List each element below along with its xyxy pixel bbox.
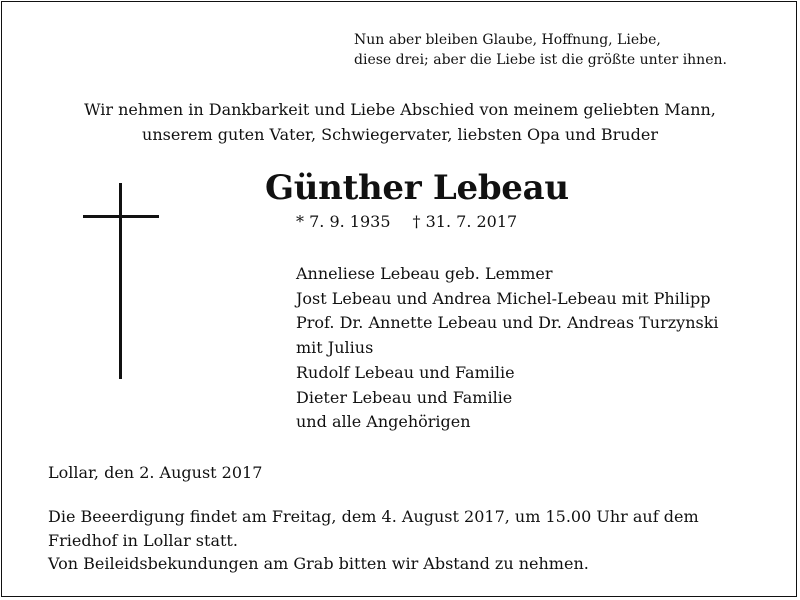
life-dates: [296, 211, 517, 233]
mourner-line: Prof. Dr. Annette Lebeau und Dr. Andreas Turzynski: [296, 313, 719, 333]
intro-line: unserem guten Vater, Schwiegervater, liebsten Opa und Bruder: [142, 125, 658, 144]
cross-horizontal-bar: [83, 215, 159, 218]
notice-line: Die Beeerdigung findet am Freitag, dem 4. August 2017, um 15.00 Uhr auf dem: [48, 507, 699, 526]
notice-line: Von Beileidsbekundungen am Grab bitten wir Abstand zu nehmen.: [48, 554, 589, 573]
notice-line: Friedhof in Lollar statt.: [48, 530, 238, 550]
bible-quote: [354, 30, 727, 70]
mourners-list: [296, 262, 719, 435]
mourner-line: Rudolf Lebeau und Familie: [296, 362, 515, 382]
quote-line: diese drei; aber die Liebe ist die größte unter ihnen.: [354, 52, 727, 68]
funeral-notice: [48, 505, 699, 576]
cross-icon: [83, 183, 159, 379]
deceased-name: Günther Lebeau: [265, 168, 569, 208]
mourner-line: und alle Angehörigen: [296, 412, 471, 432]
mourner-line: Anneliese Lebeau geb. Lemmer: [296, 264, 553, 283]
quote-line: Nun aber bleiben Glaube, Hoffnung, Liebe,: [354, 32, 661, 48]
cross-vertical-bar: [119, 183, 122, 379]
intro-line: Wir nehmen in Dankbarkeit und Liebe Abschied von meinem geliebten Mann,: [84, 100, 716, 119]
birth-date: * 7. 9. 1935: [296, 212, 391, 231]
death-date: † 31. 7. 2017: [412, 212, 518, 231]
mourner-line: mit Julius: [296, 338, 374, 358]
mourner-line: Jost Lebeau und Andrea Michel-Lebeau mit Philipp: [296, 288, 711, 308]
mourner-line: Dieter Lebeau und Familie: [296, 387, 513, 407]
place-and-date: Lollar, den 2. August 2017: [48, 463, 263, 482]
intro-text: [0, 97, 800, 147]
